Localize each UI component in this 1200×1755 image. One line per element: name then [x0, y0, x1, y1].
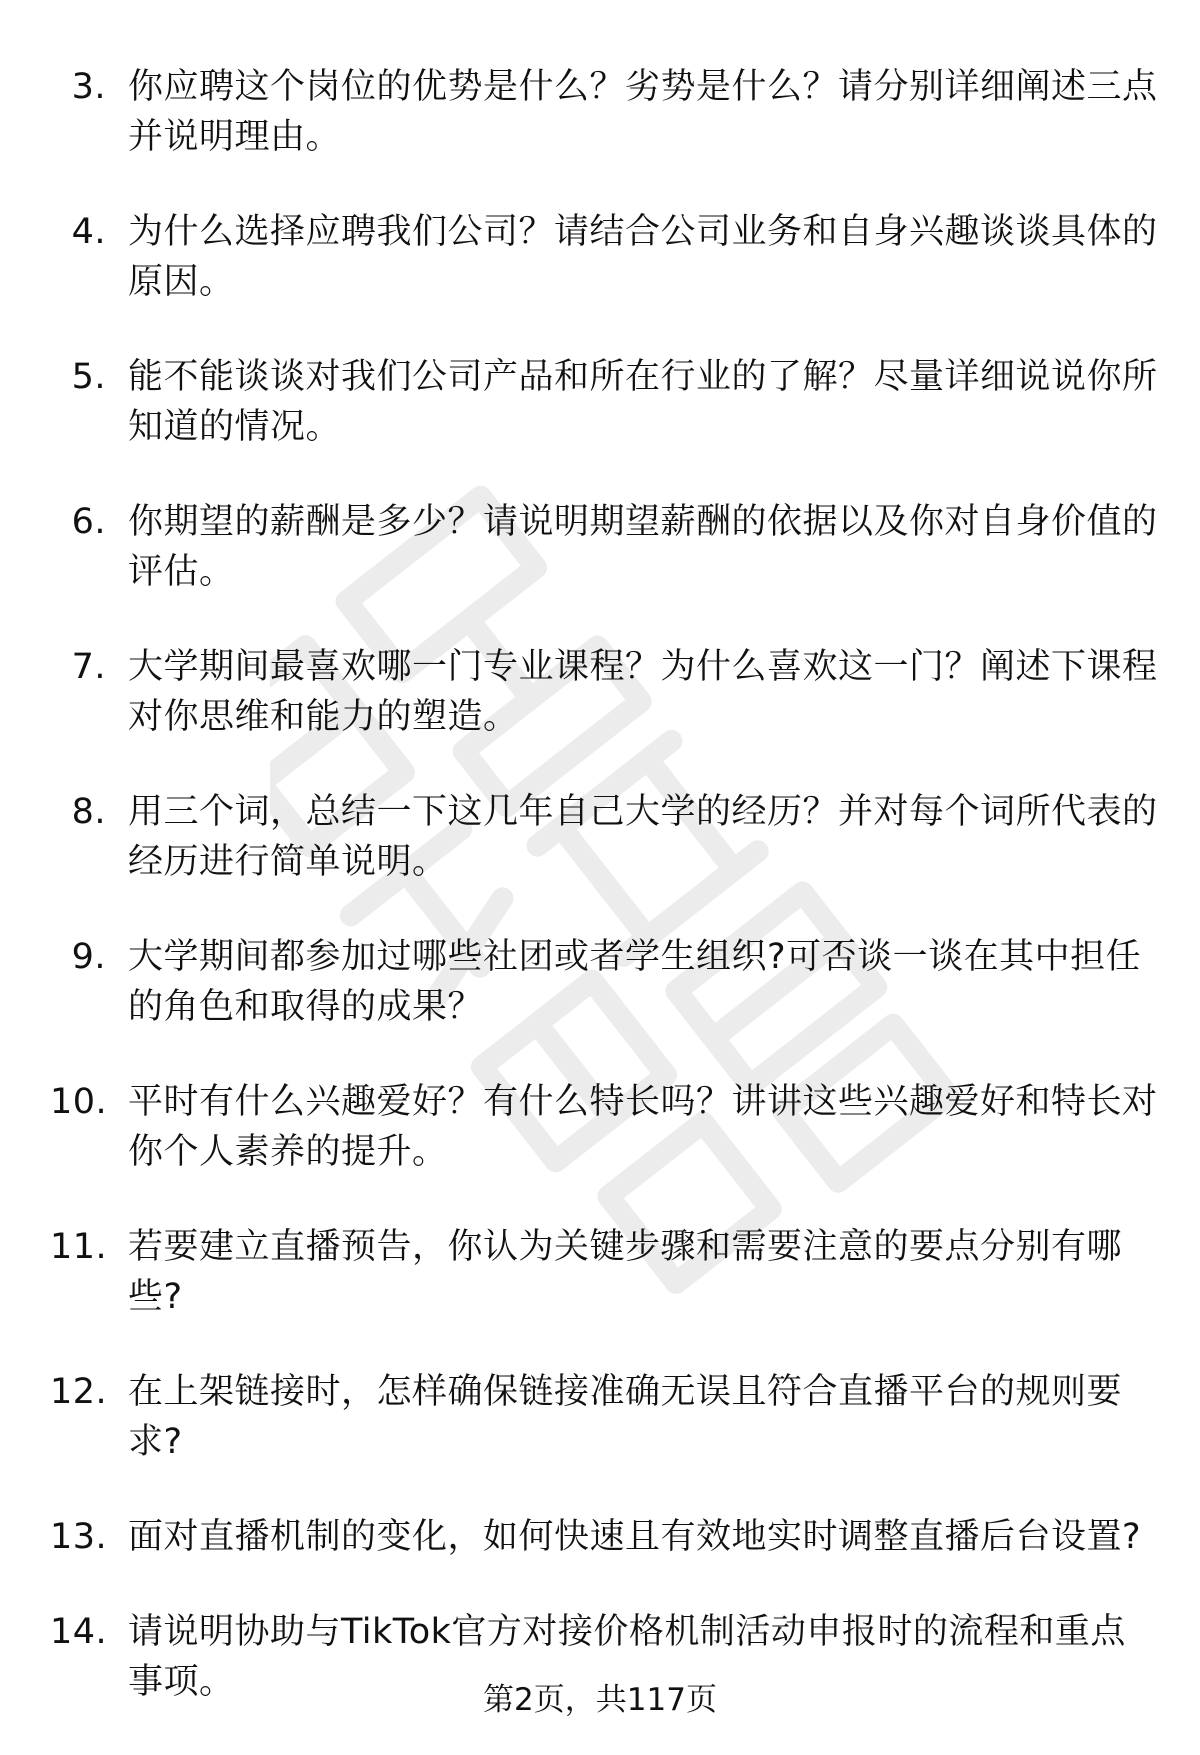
question-text: 面对直播机制的变化，如何快速且有效地实时调整直播后台设置?	[128, 1517, 1142, 1557]
question-number: 11.	[50, 1227, 108, 1267]
question-item	[50, 1367, 1160, 1467]
question-number: 12.	[50, 1372, 108, 1412]
question-item	[50, 932, 1160, 1032]
question-text: 大学期间最喜欢哪一门专业课程？为什么喜欢这一门？阐述下课程对你思维和能力的塑造。	[128, 647, 1158, 737]
question-item	[50, 642, 1160, 742]
question-item	[50, 1077, 1160, 1177]
question-text: 你期望的薪酬是多少？请说明期望薪酬的依据以及你对自身价值的评估。	[128, 502, 1158, 592]
question-text: 你应聘这个岗位的优势是什么？劣势是什么？请分别详细阐述三点并说明理由。	[128, 67, 1158, 157]
question-item	[50, 787, 1160, 887]
question-text: 用三个词，总结一下这几年自己大学的经历？并对每个词所代表的经历进行简单说明。	[128, 792, 1158, 882]
question-list	[50, 62, 1160, 1752]
question-number: 8.	[71, 792, 106, 832]
question-number: 14.	[50, 1612, 108, 1652]
question-number: 4.	[71, 212, 106, 252]
question-number: 6.	[71, 502, 106, 542]
question-item	[50, 62, 1160, 162]
question-text: 请说明协助与TikTok官方对接价格机制活动申报时的流程和重点事项。	[128, 1612, 1126, 1702]
question-text: 若要建立直播预告，你认为关键步骤和需要注意的要点分别有哪些?	[128, 1227, 1123, 1317]
question-item	[50, 497, 1160, 597]
question-number: 9.	[71, 937, 106, 977]
question-text: 在上架链接时，怎样确保链接准确无误且符合直播平台的规则要求?	[128, 1372, 1123, 1462]
question-text: 平时有什么兴趣爱好？有什么特长吗？讲讲这些兴趣爱好和特长对你个人素养的提升。	[128, 1082, 1158, 1172]
question-number: 13.	[50, 1517, 108, 1557]
question-text: 大学期间都参加过哪些社团或者学生组织?可否谈一谈在其中担任的角色和取得的成果？	[128, 937, 1142, 1027]
question-item	[50, 1222, 1160, 1322]
question-text: 为什么选择应聘我们公司？请结合公司业务和自身兴趣谈谈具体的原因。	[128, 212, 1158, 302]
question-item	[50, 352, 1160, 452]
question-number: 3.	[71, 67, 106, 107]
question-number: 7.	[71, 647, 106, 687]
question-number: 5.	[71, 357, 106, 397]
question-item	[50, 207, 1160, 307]
question-number: 10.	[50, 1082, 108, 1122]
question-item	[50, 1512, 1160, 1562]
question-text: 能不能谈谈对我们公司产品和所在行业的了解？尽量详细说说你所知道的情况。	[128, 357, 1158, 447]
page-indicator: 第2页，共117页	[483, 1682, 717, 1718]
